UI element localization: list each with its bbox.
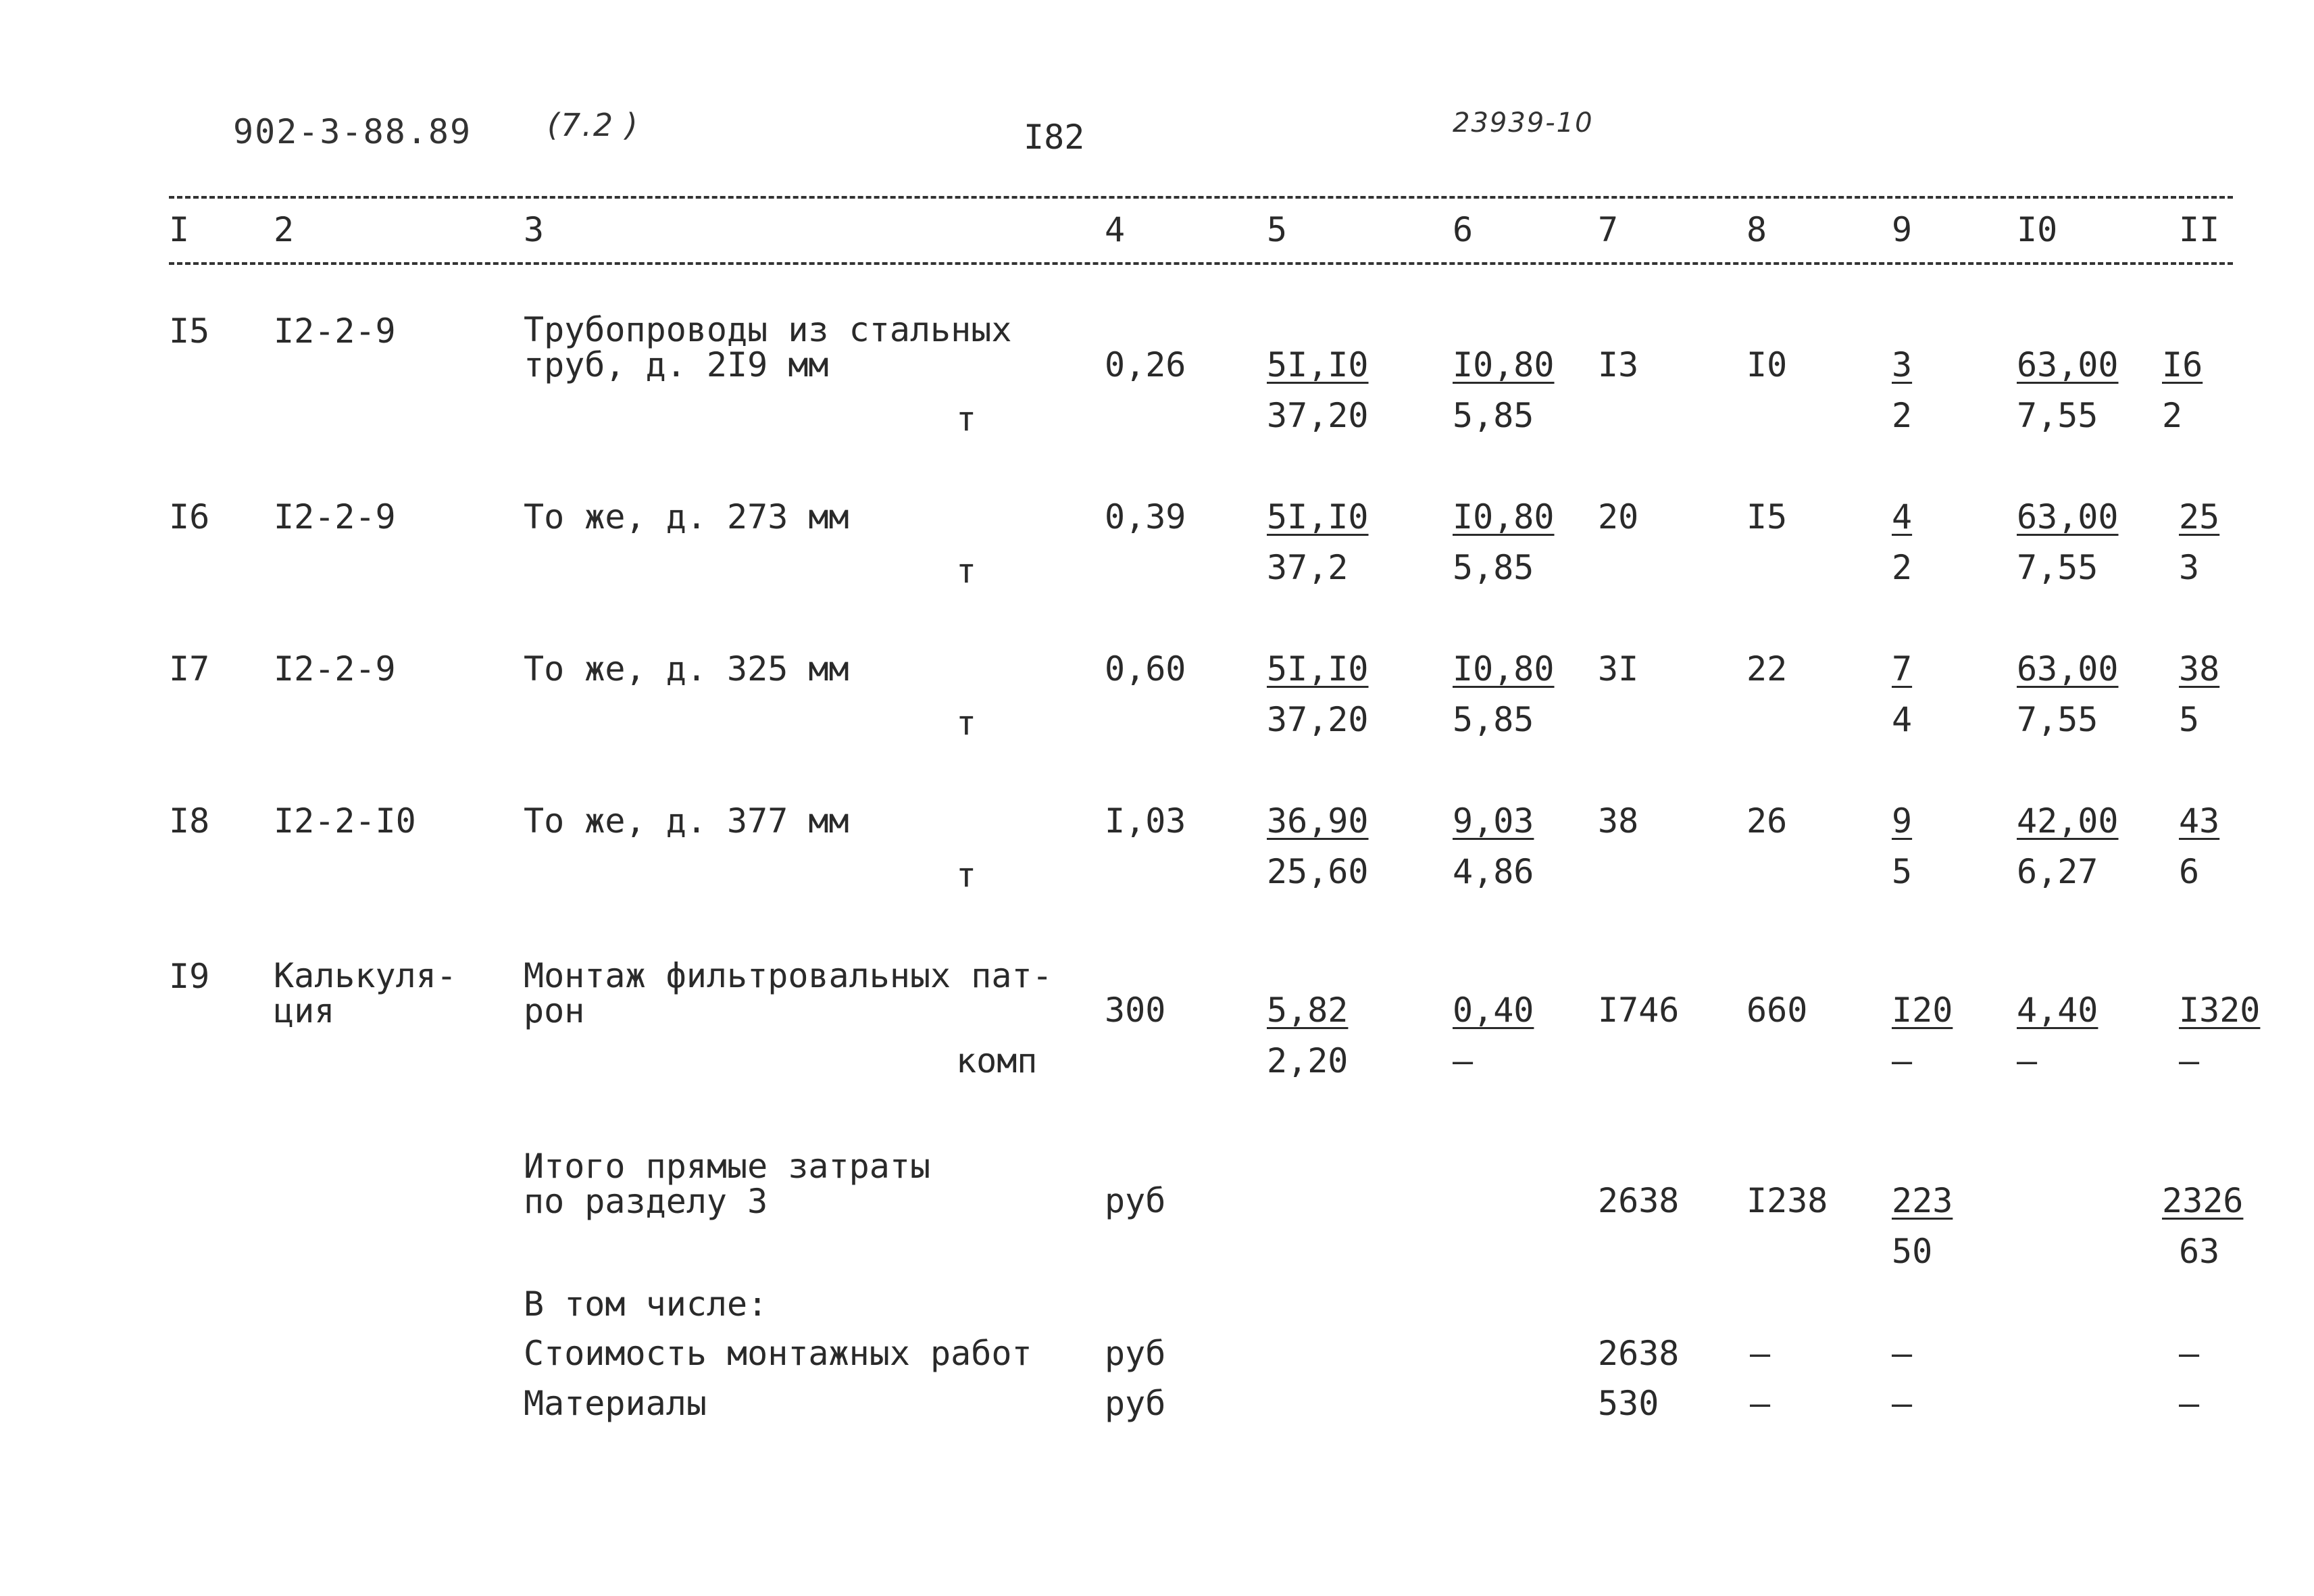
machinist-labour-per-unit: – (2017, 1041, 2038, 1080)
including-item-c9: – (1892, 1334, 1913, 1373)
labour-per-unit: 63,00 (2017, 497, 2119, 537)
unit-cost-wages: 37,20 (1267, 700, 1369, 739)
total-wages: 26 (1746, 801, 1788, 841)
including-item-c9: – (1892, 1384, 1913, 1423)
totals-label: Итого прямые затраты по разделу 3 (524, 1147, 931, 1221)
labour-per-unit: 42,00 (2017, 801, 2119, 841)
machinist-labour-total: 6 (2179, 852, 2200, 891)
document-code: 902-3-88.89 (233, 112, 472, 151)
total-machine-wages: 5 (1892, 852, 1913, 891)
total-machines: 9 (1892, 801, 1913, 841)
row-number: I7 (169, 649, 210, 689)
total-machines: 3 (1892, 345, 1913, 384)
unit: комп (956, 1041, 1038, 1080)
work-description: Монтаж фильтровальных пат- рон (524, 956, 1053, 1030)
machinist-labour-total: 5 (2179, 700, 2200, 739)
machinist-labour-total: 2 (2162, 396, 2183, 435)
machinist-labour-total: – (2179, 1041, 2200, 1080)
work-description: То же, д. 377 мм (524, 801, 849, 841)
row-number: I9 (169, 957, 210, 996)
total-machines: 4 (1892, 497, 1913, 537)
unit: т (956, 855, 977, 895)
unit-cost-total: 5,82 (1267, 991, 1349, 1030)
machinist-labour-per-unit: 7,55 (2017, 548, 2098, 587)
machinist-labour-per-unit: 6,27 (2017, 852, 2098, 891)
quantity: 0,39 (1105, 497, 1186, 537)
header-top-rule (169, 196, 2233, 199)
total-machines: I20 (1892, 991, 1953, 1030)
labour-per-unit: 63,00 (2017, 345, 2119, 384)
price-code: Калькуля- ция (274, 956, 457, 1030)
quantity: 0,60 (1105, 649, 1186, 689)
quantity: 300 (1105, 991, 1166, 1030)
totals-cost: 2638 (1598, 1181, 1680, 1220)
column-header-11: II (2179, 210, 2220, 249)
archive-number: 23939-10 (1453, 107, 1594, 139)
labour-per-unit: 4,40 (2017, 991, 2098, 1030)
column-header-2: 2 (274, 210, 295, 249)
unit-cost-total: 5I,I0 (1267, 345, 1369, 384)
total-machines: 7 (1892, 649, 1913, 689)
including-item-unit: руб (1105, 1334, 1166, 1373)
including-item-label: Материалы (524, 1384, 707, 1423)
column-header-1: I (169, 210, 190, 249)
unit-cost-total: 5I,I0 (1267, 497, 1369, 537)
work-description: То же, д. 273 мм (524, 497, 849, 537)
total-cost: I3 (1598, 345, 1639, 384)
column-header-10: I0 (2017, 210, 2058, 249)
including-label: В том числе: (524, 1285, 768, 1324)
including-item-c8: – (1750, 1384, 1771, 1423)
unit: т (956, 551, 977, 591)
unit-cost-machine-wages: 5,85 (1453, 396, 1534, 435)
totals-wages: I238 (1746, 1181, 1828, 1220)
unit-cost-machines: I0,80 (1453, 649, 1555, 689)
including-item-c8: – (1750, 1334, 1771, 1373)
row-number: I6 (169, 497, 210, 537)
machinist-labour-total: 3 (2179, 548, 2200, 587)
total-wages: 660 (1746, 991, 1808, 1030)
including-item-c11: – (2179, 1384, 2200, 1423)
unit-cost-machines: 0,40 (1453, 991, 1534, 1030)
including-item-cost: 530 (1598, 1384, 1659, 1423)
column-header-4: 4 (1105, 210, 1126, 249)
page-number: I82 (1024, 118, 1085, 157)
work-description: Трубопроводы из стальных труб, д. 2I9 мм (524, 310, 1012, 384)
unit: т (956, 703, 977, 743)
total-machine-wages: 2 (1892, 396, 1913, 435)
totals-machine-wages: 50 (1892, 1232, 1933, 1271)
labour-total: I6 (2162, 345, 2203, 384)
total-machine-wages: 2 (1892, 548, 1913, 587)
labour-total: I320 (2179, 991, 2261, 1030)
including-item-c11: – (2179, 1334, 2200, 1373)
including-item-unit: руб (1105, 1384, 1166, 1423)
total-wages: 22 (1746, 649, 1788, 689)
header-bottom-rule (169, 262, 2233, 265)
unit-cost-wages: 2,20 (1267, 1041, 1349, 1080)
including-item-cost: 2638 (1598, 1334, 1680, 1373)
total-cost: 3I (1598, 649, 1639, 689)
row-number: I5 (169, 311, 210, 351)
unit-cost-wages: 37,20 (1267, 396, 1369, 435)
row-number: I8 (169, 801, 210, 841)
labour-per-unit: 63,00 (2017, 649, 2119, 689)
price-code: I2-2-9 (274, 497, 396, 537)
column-header-8: 8 (1746, 210, 1767, 249)
unit-cost-machines: I0,80 (1453, 345, 1555, 384)
unit-cost-machine-wages: 4,86 (1453, 852, 1534, 891)
totals-machinist-labour: 63 (2179, 1232, 2220, 1271)
quantity: I,03 (1105, 801, 1186, 841)
unit-cost-machine-wages: – (1453, 1041, 1474, 1080)
total-wages: I0 (1746, 345, 1788, 384)
total-machine-wages: 4 (1892, 700, 1913, 739)
totals-labour: 2326 (2162, 1181, 2244, 1220)
unit-cost-total: 36,90 (1267, 801, 1369, 841)
unit-cost-wages: 37,2 (1267, 548, 1349, 587)
work-description: То же, д. 325 мм (524, 649, 849, 689)
unit-cost-machines: 9,03 (1453, 801, 1534, 841)
labour-total: 25 (2179, 497, 2220, 537)
totals-machines: 223 (1892, 1181, 1953, 1220)
sheet-code: (7.2 ) (547, 107, 639, 143)
column-header-9: 9 (1892, 210, 1913, 249)
unit-cost-machines: I0,80 (1453, 497, 1555, 537)
price-code: I2-2-9 (274, 311, 396, 351)
quantity: 0,26 (1105, 345, 1186, 384)
machinist-labour-per-unit: 7,55 (2017, 700, 2098, 739)
total-cost: I746 (1598, 991, 1680, 1030)
column-header-7: 7 (1598, 210, 1619, 249)
totals-unit: руб (1105, 1181, 1166, 1220)
total-machine-wages: – (1892, 1041, 1913, 1080)
labour-total: 38 (2179, 649, 2220, 689)
machinist-labour-per-unit: 7,55 (2017, 396, 2098, 435)
unit-cost-machine-wages: 5,85 (1453, 700, 1534, 739)
labour-total: 43 (2179, 801, 2220, 841)
column-header-3: 3 (524, 210, 545, 249)
unit-cost-total: 5I,I0 (1267, 649, 1369, 689)
column-header-6: 6 (1453, 210, 1474, 249)
total-cost: 38 (1598, 801, 1639, 841)
including-item-label: Стоимость монтажных работ (524, 1334, 1032, 1373)
column-header-5: 5 (1267, 210, 1288, 249)
price-code: I2-2-I0 (274, 801, 416, 841)
total-cost: 20 (1598, 497, 1639, 537)
unit-cost-machine-wages: 5,85 (1453, 548, 1534, 587)
unit-cost-wages: 25,60 (1267, 852, 1369, 891)
price-code: I2-2-9 (274, 649, 396, 689)
unit: т (956, 399, 977, 439)
total-wages: I5 (1746, 497, 1788, 537)
